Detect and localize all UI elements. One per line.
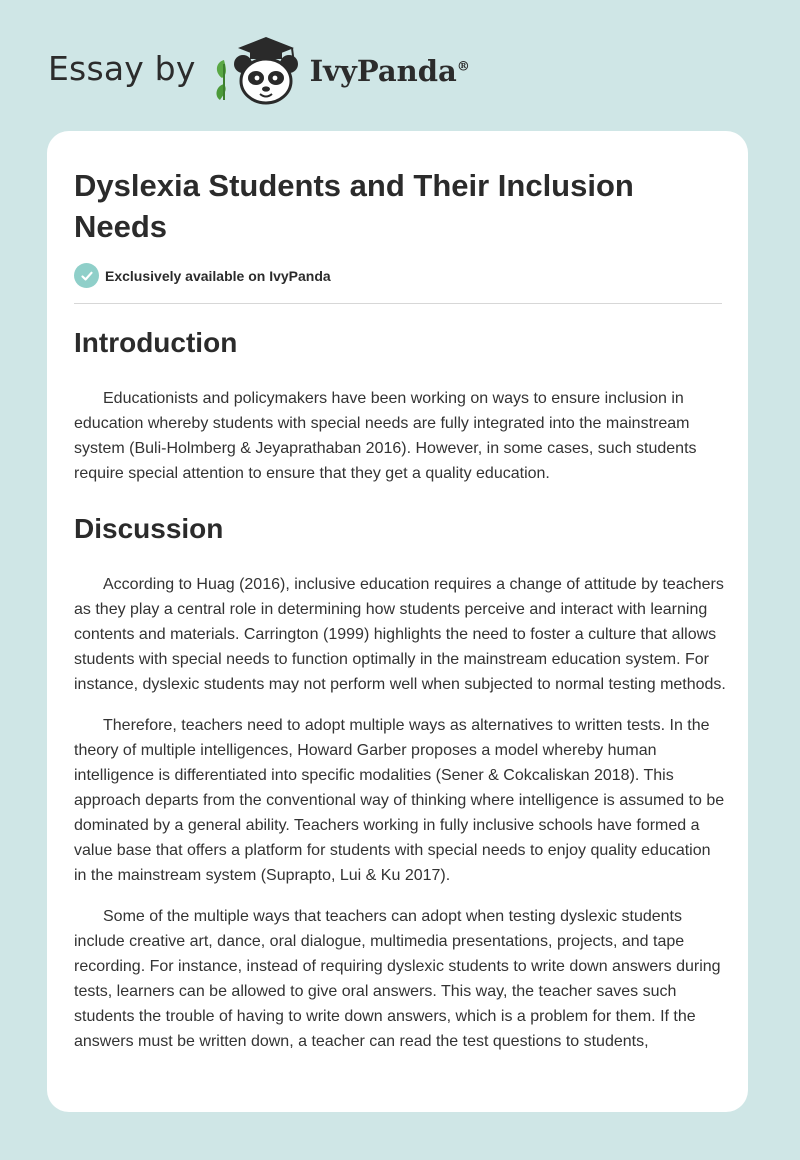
paragraph: Therefore, teachers need to adopt multiple ways as alternatives to written tests. In the theory of multiple intelligences, Howard Garber proposes a model whereby human intelligence is differentiated into specific modalities (Sener & Cokcaliskan 2018). This approach departs from the conventional way of thinking where intelligence is assumed to be dominated by a general ability. Teachers working in fully inclusive schools have formed a value base that offers a platform for students with special needs to enjoy quality education in the mainstream system (Suprapto, Lui & Ku 2017). [74,717,725,884]
paragraph: According to Huag (2016), inclusive education requires a change of attitude by teachers as they play a central role in determining how students perceive and interact with learning contents and materials. Carrington (1999) highlights the need to foster a culture that allows students with special needs to function optimally in the mainstream education system. For instance, dyslexic students may not perform well when subjected to normal testing methods. [74,576,726,693]
paragraph: Some of the multiple ways that teachers can adopt when testing dyslexic students include creative art, dance, oral dialogue, multimedia presentations, projects, and tape recording. For instance, instead of requiring dyslexic students to write down answers during tests, learners can be allowed to give oral answers. This way, the teacher saves such students the trouble of having to write down answers, which is a problem for them. If the answers must be written down, a teacher can read the test questions to students, [74,908,721,1050]
check-icon [74,263,99,288]
essay-card [47,131,748,1112]
essay-by-label: Essay by [48,48,196,88]
divider [74,303,722,304]
trademark-symbol: ® [456,59,470,75]
brand-name[interactable]: IvyPanda® [309,54,470,88]
paragraph: Educationists and policymakers have been working on ways to ensure inclusion in education whereby students with special needs are fully integrated into the mainstream system (Buli-Holmberg & Jeyaprathaban 2016). However, in some cases, such students require special attention to ensure that they get a quality education. [74,390,697,482]
essay-title: Dyslexia Students and Their Inclusion Needs [74,168,634,244]
panda-graduate-icon[interactable] [212,34,304,106]
essay-body [74,321,726,1054]
section-heading-discussion: Discussion [74,513,224,544]
section-heading-introduction: Introduction [74,327,238,358]
exclusive-badge [74,263,331,288]
site-header [48,34,470,106]
exclusive-text: Exclusively available on IvyPanda [105,267,331,284]
